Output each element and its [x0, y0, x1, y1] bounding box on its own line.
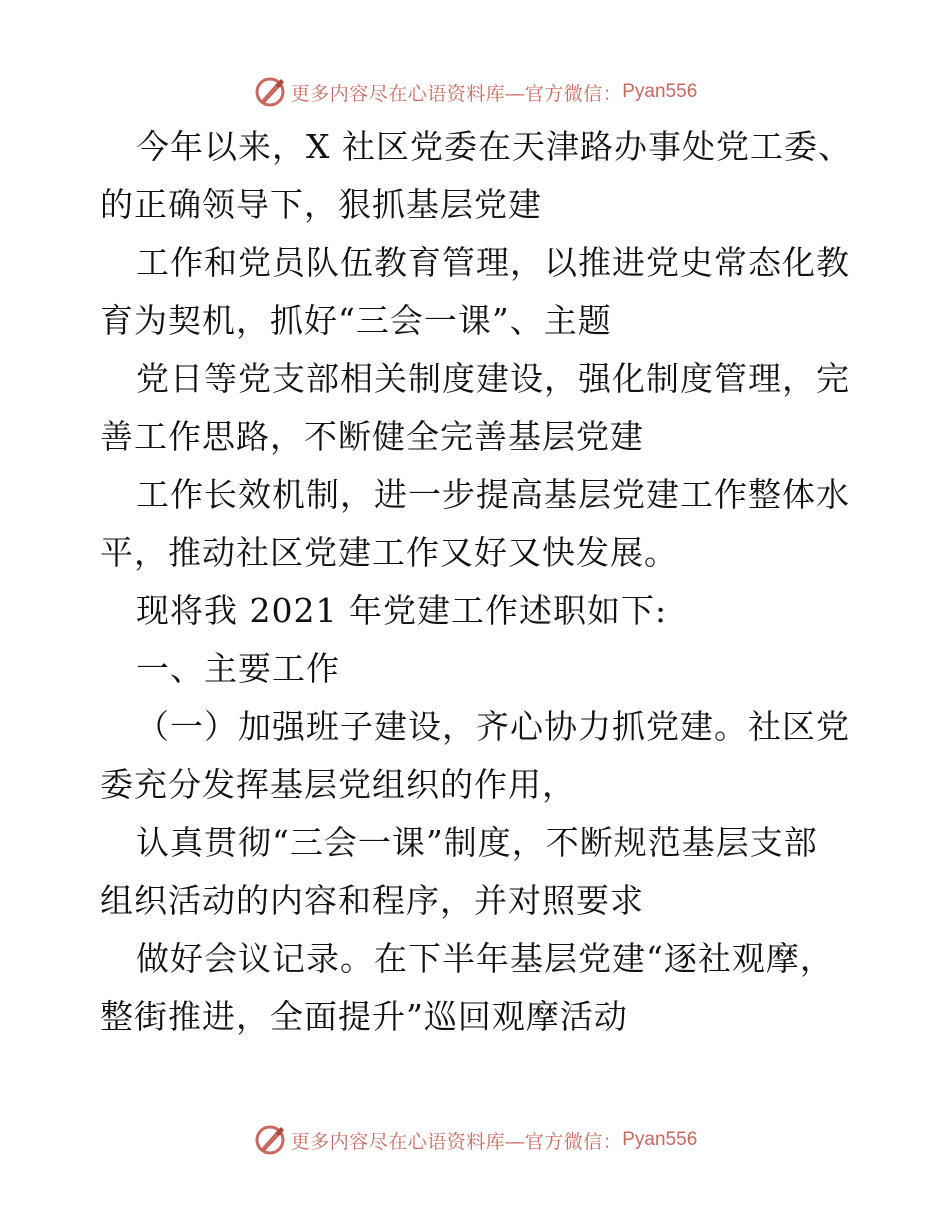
- text-line: 做好会议记录。在下半年基层党建“逐社观摩，: [136, 939, 834, 978]
- text-line: 整街推进，全面提升”巡回观摩活动: [100, 997, 628, 1036]
- pen-logo-icon: [253, 75, 287, 109]
- watermark-wechat-id: Pyan556: [622, 1129, 698, 1150]
- footer-watermark: [0, 1120, 950, 1160]
- text-line: 委充分发挥基层党组织的作用，: [100, 765, 576, 804]
- section-heading: 一、主要工作: [136, 649, 340, 688]
- text-line: 现将我 2021 年党建工作述职如下:: [136, 591, 668, 630]
- text-line: 认真贯彻“三会一课”制度，不断规范基层支部: [136, 823, 818, 862]
- text-line: 组织活动的内容和程序，并对照要求: [100, 881, 644, 920]
- text-line: 的正确领导下，狠抓基层党建: [100, 185, 542, 224]
- watermark-wechat-id: Pyan556: [622, 81, 698, 102]
- text-line: 善工作思路，不断健全完善基层党建: [100, 417, 644, 456]
- text-line: 育为契机，抓好“三会一课”、主题: [100, 301, 612, 340]
- text-line: 党日等党支部相关制度建设，强化制度管理，完: [136, 359, 850, 398]
- watermark-text: 更多内容尽在心语资料库—官方微信：: [290, 1131, 623, 1153]
- pen-logo-icon: [253, 1123, 287, 1157]
- text-line: （一）加强班子建设，齐心协力抓党建。社区党: [136, 707, 850, 746]
- text-line: 工作和党员队伍教育管理，以推进党史常态化教: [136, 243, 850, 282]
- watermark-text: 更多内容尽在心语资料库—官方微信：: [290, 83, 623, 105]
- document-body: [100, 118, 860, 1046]
- text-line: 今年以来，X 社区党委在天津路办事处党工委、: [136, 127, 852, 166]
- text-line: 平，推动社区党建工作又好又快发展。: [100, 533, 678, 572]
- text-line: 工作长效机制，进一步提高基层党建工作整体水: [136, 475, 850, 514]
- header-watermark: [0, 72, 950, 112]
